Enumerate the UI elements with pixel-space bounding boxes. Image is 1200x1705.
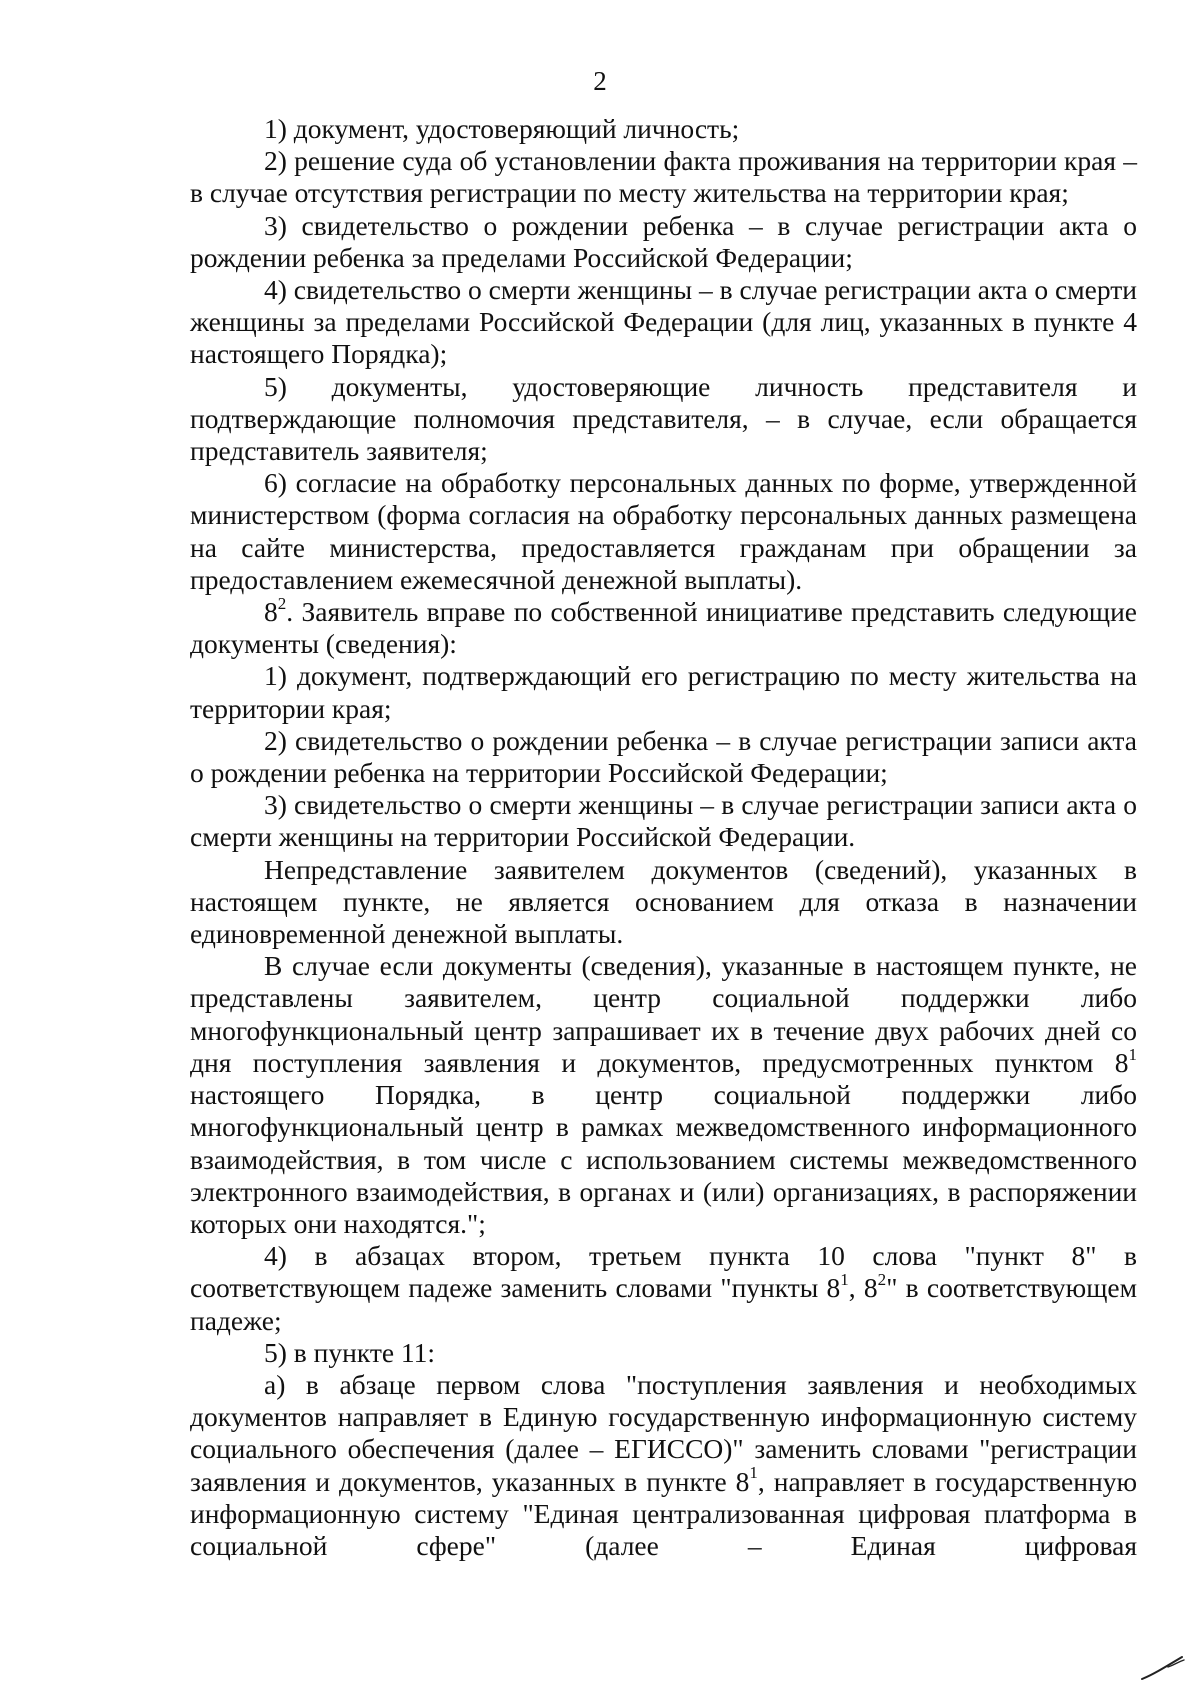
list-item-birth-certificate: 3) свидетельство о рождении ребенка – в случае регистрации акта о рождении ребенка за пределами Российской Федерации;: [190, 209, 1137, 273]
pen-mark-icon: [1138, 1645, 1188, 1685]
list-item-birth-record: 2) свидетельство о рождении ребенка – в случае регистрации записи акта о рождении ребенка на территории Российской Федерации;: [190, 724, 1137, 789]
amendment-4-part2: " в соответствующем падеже;: [190, 1272, 1137, 1336]
section-text: . Заявитель вправе по собственной инициативе представить следующие документы (сведения):: [190, 596, 1137, 660]
amendment-item-5a: [190, 1369, 1137, 1562]
list-item-court-decision: 2) решение суда об установлении факта проживания на территории края – в случае отсутствия регистрации по месту жительства на территории края;: [190, 145, 1137, 209]
list-item-death-record: 3) свидетельство о смерти женщины – в случае регистрации записи акта о смерти женщины на территории Российской Федерации.: [190, 789, 1137, 853]
amendment-item-5: 5) в пункте 11:: [264, 1336, 436, 1368]
amendment-4-part1: 4) в абзацах втором, третьем пункта 10 слова "пункт 8" в соответствующем падеже заменить словами "пункты 8: [190, 1240, 1137, 1304]
list-item-death-certificate: 4) свидетельство о смерти женщины – в случае регистрации акта о смерти женщины за пределами Российской Федерации (для лиц, указанных в пункте 4 настоящего Порядка);: [190, 274, 1137, 370]
list-item-registration-document: 1) документ, подтверждающий его регистрацию по месту жительства на территории края;: [190, 660, 1137, 724]
amendment-4-mid: , 8: [848, 1272, 878, 1304]
section-8-2-paragraph: [190, 593, 1137, 660]
amendment-5a-part1: а) в абзаце первом слова "поступления заявления и необходимых документов направляет в Единую государственную информационную систему социального обеспечения (далее – ЕГИССО)" заменить словами "регистрации заявления и документов, указанных в пункте 8: [190, 1368, 1137, 1497]
section-superscript: 2: [277, 593, 287, 613]
request-text-part2: настоящего Порядка, в центр социальной поддержки либо многофункциональный центр в рамках межведомственного информационного взаимодействия, в том числе с использованием системы межведомственного электронного взаимодействия, в органах и (или) организациях, в распоряжении которых они находятся.";: [190, 1079, 1137, 1239]
document-body: [190, 113, 1137, 1562]
amendment-4-superscript-1: 1: [840, 1270, 849, 1290]
list-item-representative-documents: 5) документы, удостоверяющие личность представителя и подтверждающие полномочия представителя, – в случае, если обращается представитель заявителя;: [190, 370, 1137, 467]
list-item-data-consent: 6) согласие на обработку персональных данных по форме, утвержденной министерством (форма согласия на обработку персональных данных размещена на сайте министерства, предоставляется гражданам при обращении за предоставлением ежемесячной денежной выплаты).: [190, 467, 1137, 595]
amendment-item-4: [190, 1240, 1137, 1337]
interagency-request-paragraph: [190, 950, 1137, 1240]
amendment-5a-part2: , направляет в государственную информационную систему "Единая централизованная цифровая платформа в социальной сфере" (далее – Единая цифровая: [190, 1465, 1137, 1561]
request-superscript: 1: [1128, 1044, 1137, 1064]
request-text-part1: В случае если документы (сведения), указанные в настоящем пункте, не представлены заявителем, центр социальной поддержки либо многофункциональный центр запрашивает их в течение двух рабочих дней со дня поступления заявления и документов, предусмотренных пунктом 8: [190, 950, 1137, 1078]
amendment-4-superscript-2: 2: [877, 1270, 887, 1290]
amendment-5a-superscript: 1: [749, 1463, 758, 1483]
page-number: 2: [593, 66, 607, 96]
list-item-document-identity: 1) документ, удостоверяющий личность;: [264, 113, 740, 144]
section-number: 8: [264, 596, 278, 628]
nonsubmission-paragraph: Непредставление заявителем документов (сведений), указанных в настоящем пункте, не является основанием для отказа в назначении единовременной денежной выплаты.: [190, 853, 1137, 950]
